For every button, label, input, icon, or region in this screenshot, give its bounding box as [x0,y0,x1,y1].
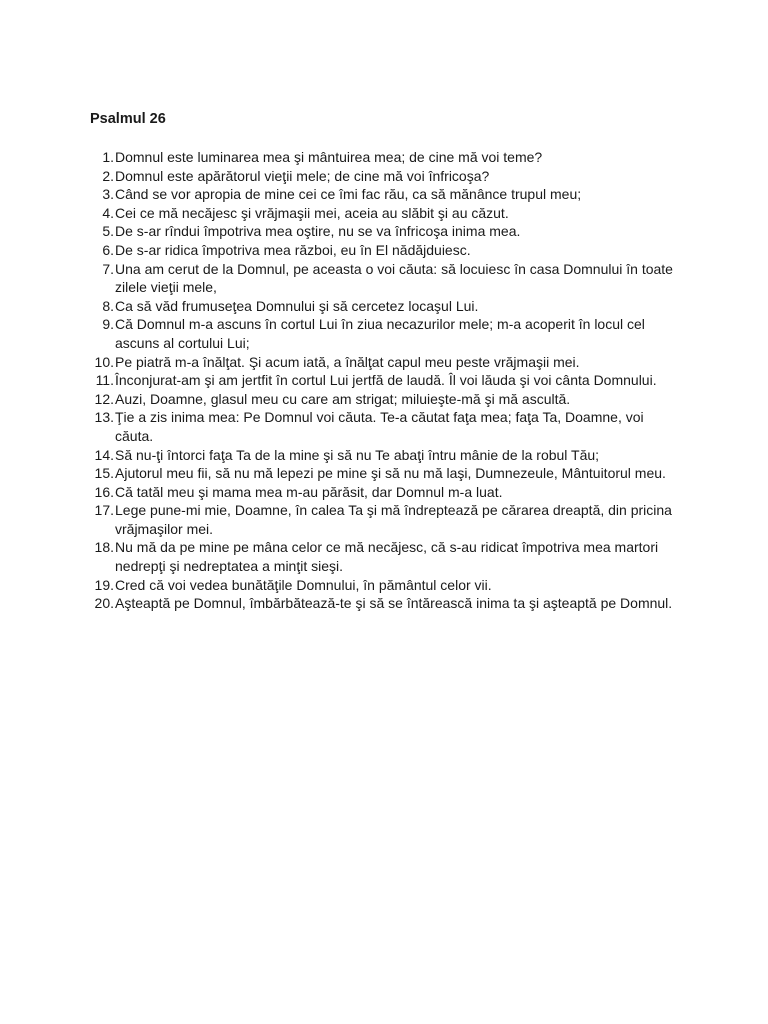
verse-text: Că Domnul m-a ascuns în cortul Lui în ziua necazurilor mele; m-a acoperit în locul cel ascuns al cortului Lui; [115,316,645,351]
verse-number: 20. [94,595,114,612]
verse-text: Domnul este apărătorul vieţii mele; de cine mă voi înfricoşa? [115,167,490,184]
verse-item [0,408,768,445]
verse-number: 17. [94,502,114,519]
verse-number: 19. [94,576,114,593]
verse-item [0,315,768,352]
verse-text: De s-ar rîndui împotriva mea oştire, nu se va înfricoşa inima mea. [115,223,521,240]
verse-item [0,483,768,502]
verse-number: 13. [94,409,114,426]
verse-item [0,371,768,390]
verse-item [0,222,768,241]
verse-item [0,594,768,613]
verse-number: 7. [102,260,114,277]
verse-text: Să nu-ţi întorci faţa Ta de la mine şi să nu Te abaţi întru mânie de la robul Tău; [115,446,600,463]
verse-item [0,538,768,575]
verse-text: Aşteaptă pe Domnul, îmbărbătează-te şi să se întărească inima ta şi aşteaptă pe Domnul. [115,595,673,612]
verse-text: Ţie a zis inima mea: Pe Domnul voi căuta. Te-a căutat faţa mea; faţa Ta, Doamne, voi căuta. [115,409,644,444]
verse-text: Nu mă da pe mine pe mâna celor ce mă necăjesc, că s-au ridicat împotriva mea martori nedrepţi şi nedreptatea a minţit sieşi. [115,539,659,575]
verse-item [0,576,768,595]
verse-text: Ca să văd frumuseţea Domnului şi să cercetez locaşul Lui. [115,297,479,314]
verse-number: 8. [102,297,114,314]
verse-item [0,501,768,538]
verse-text: Auzi, Doamne, glasul meu cu care am strigat; miluieşte-mă şi mă ascultă. [115,390,571,407]
verse-number: 15. [94,465,114,482]
verse-number: 3. [102,186,114,203]
verse-item [0,204,768,223]
verse-number: 16. [94,483,114,500]
verse-text: Înconjurat-am şi am jertfit în cortul Lui jertfă de laudă. Îl voi lăuda şi voi cânta Domnului. [115,372,657,389]
verse-text: Cred că voi vedea bunătăţile Domnului, în pământul celor vii. [115,576,492,593]
verse-number: 1. [102,149,114,165]
verse-item [0,241,768,260]
verse-text: Lege pune-mi mie, Doamne, în calea Ta şi mă îndreptează pe cărarea dreaptă, din pricina vrăjmaşilor mei. [115,502,672,537]
verse-text: Ajutorul meu fii, să nu mă lepezi pe mine şi să nu mă laşi, Dumnezeule, Mântuitorul meu. [115,465,666,482]
verse-item [0,353,768,372]
verse-number: 4. [102,204,114,221]
verse-number: 11. [95,372,114,389]
verse-item [0,148,768,167]
verse-text: Cei ce mă necăjesc şi vrăjmaşii mei, aceia au slăbit şi au căzut. [115,204,509,221]
verse-item [0,390,768,409]
document-title: Psalmul 26 [90,111,166,127]
verse-text: Domnul este luminarea mea şi mântuirea mea; de cine mă voi teme? [115,149,543,165]
verse-number: 2. [102,167,114,184]
verse-number: 5. [102,223,114,240]
verse-item [0,185,768,204]
verse-text: De s-ar ridica împotriva mea război, eu în El nădăjduiesc. [115,241,471,258]
verse-item [0,464,768,483]
verse-text: Că tatăl meu şi mama mea m-au părăsit, dar Domnul m-a luat. [115,483,503,500]
verse-item [0,297,768,316]
verse-number: 18. [94,539,114,556]
verse-text: Când se vor apropia de mine cei ce îmi fac rău, ca să mănânce trupul meu; [115,186,582,203]
verse-text: Pe piatră m-a înălţat. Şi acum iată, a înălţat capul meu peste vrăjmaşii mei. [115,353,580,370]
verse-text: Una am cerut de la Domnul, pe aceasta o voi căuta: să locuiesc în casa Domnului în toate zilele vieţii mele, [115,260,673,296]
verse-number: 9. [102,316,114,333]
verse-number: 14. [94,446,114,463]
verse-number: 6. [102,241,114,258]
verse-number: 10. [94,353,114,370]
verse-item [0,260,768,297]
verse-number: 12. [94,390,114,407]
verse-list [0,148,768,613]
verse-item [0,446,768,465]
verse-item [0,167,768,186]
